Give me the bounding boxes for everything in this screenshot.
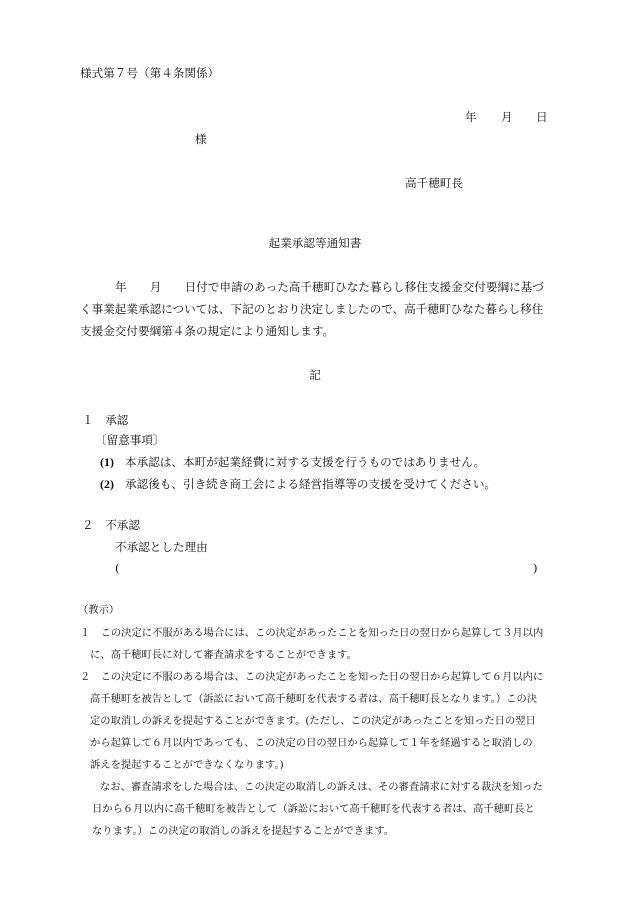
instruction-line: なお、審査請求をした場合は、この決定の取消しの訴えは、その審査請求に対する裁決を知った: [100, 781, 543, 793]
reason-close-paren: ): [533, 561, 538, 575]
recipient-suffix: 様: [195, 132, 207, 146]
instruction-line: から起算して６月以内であっても、この決定の日の翌日から起算して１年を経過すると取消しの: [90, 737, 533, 749]
date-month-label: 月: [501, 110, 513, 124]
disapproval-heading: ２ 不承認: [82, 518, 140, 532]
instruction-line: ２ この決定に不服のある場合は、この決定があったことを知った日の翌日から起算して６月以内に: [80, 671, 544, 683]
date-year-label: 年: [465, 110, 477, 124]
instruction-line: に、高千穂町長に対して審査請求をすることができます。: [90, 649, 357, 661]
sender-name: 高千穂町長: [405, 176, 463, 190]
document-title: 起業承認等通知書: [268, 236, 362, 250]
body-line: 支援金交付要綱第４条の規定により通知します。: [80, 324, 335, 338]
body-line: く事業起業承認については、下記のとおり決定しましたので、高千穂町ひなた暮らし移住: [80, 302, 544, 316]
instruction-line: なります。）この決定の取消しの訴えを提起することができます。: [92, 825, 395, 837]
instruction-line: 日から６月以内に高千穂町を被告として（訴訟において高千穂町を代表する者は、高千穂町長と: [92, 803, 535, 815]
instruction-line: 高千穂町を被告として（訴訟において高千穂町を代表する者は、高千穂町長となります。）この決: [90, 693, 538, 705]
form-number: 様式第７号（第４条関係）: [80, 66, 220, 80]
note-text: 承認後も、引き続き商工会による経営指導等の支援を受けてください。: [125, 477, 497, 491]
instruction-line: １ この決定に不服がある場合には、この決定があったことを知った日の翌日から起算して３月以内: [80, 627, 544, 639]
instruction-heading: （教示）: [78, 604, 120, 616]
note-number: (2): [100, 477, 114, 491]
instruction-line: 定の取消しの訴えを提起することができます。(ただし、この決定があったことを知った日の翌日: [90, 715, 536, 727]
approval-heading: １ 承認: [82, 413, 129, 427]
body-line: 年 月 日付で申請のあった高千穂町ひなた暮らし移住支援金交付要綱に基づ: [115, 280, 544, 294]
date-day-label: 日: [536, 110, 548, 124]
reason-label: 不承認とした理由: [115, 540, 208, 554]
note-text: 本承認は、本町が起業経費に対する支援を行うものではありません。: [125, 455, 486, 469]
notes-heading: 〔留意事項〕: [95, 433, 165, 447]
reason-open-paren: (: [115, 561, 120, 575]
note-number: (1): [100, 455, 114, 469]
instruction-line: 訴えを提起することができなくなります。): [90, 759, 284, 771]
ki-heading: 記: [309, 368, 321, 382]
